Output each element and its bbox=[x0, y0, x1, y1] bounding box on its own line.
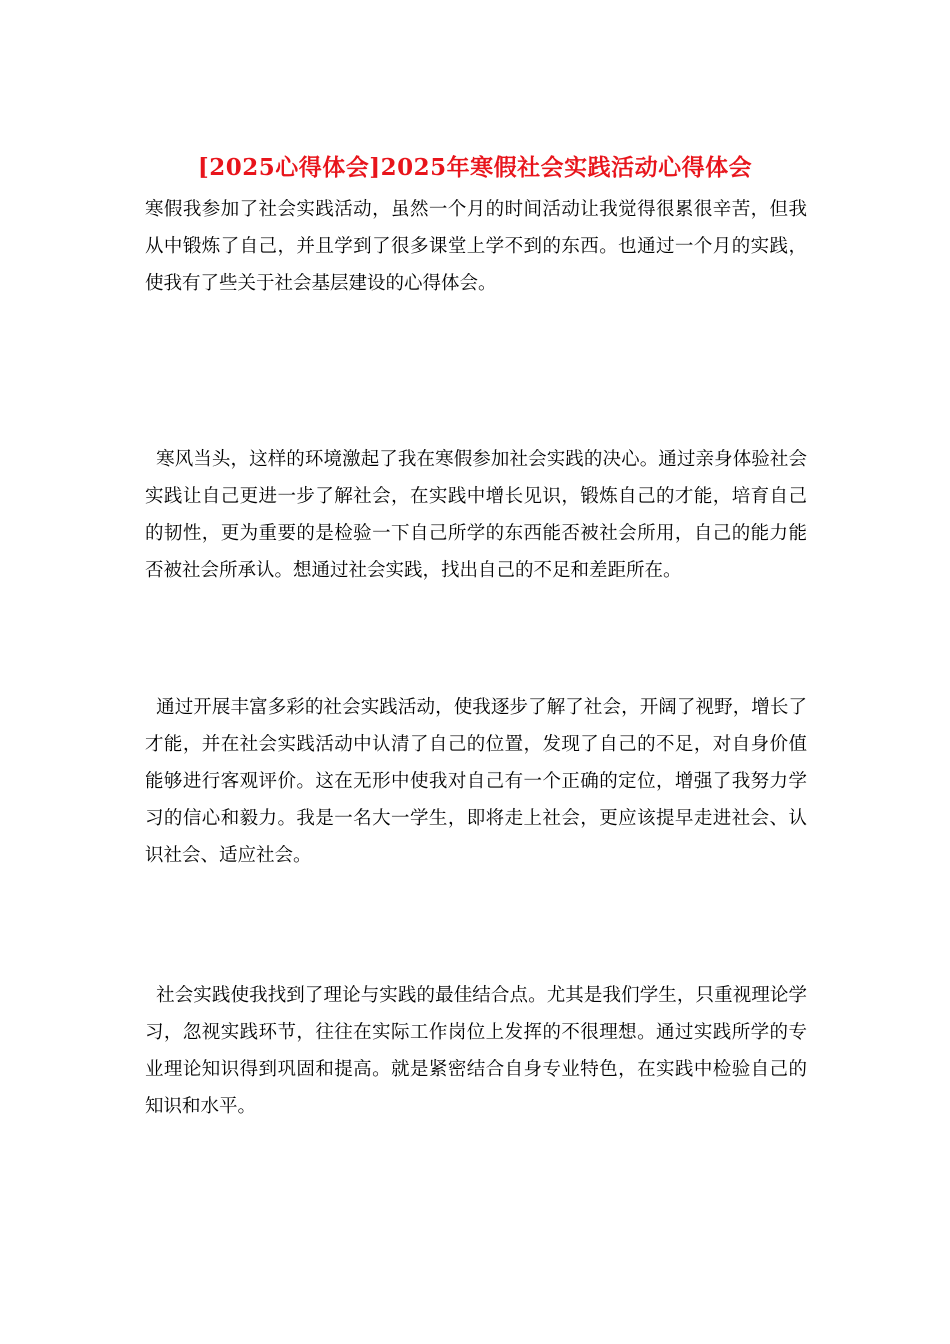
paragraph-1: 寒假我参加了社会实践活动，虽然一个月的时间活动让我觉得很累很辛苦，但我从中锻炼了自己，并且学到了很多课堂上学不到的东西。也通过一个月的实践，使我有了些关于社会基层建设的心得体会。 bbox=[145, 199, 807, 294]
document-title: [2025心得体会]2025年寒假社会实践活动心得体会 bbox=[197, 154, 753, 181]
paragraph-2: 寒风当头，这样的环境激起了我在寒假参加社会实践的决心。通过亲身体验社会实践让自己更进一步了解社会，在实践中增长见识，锻炼自己的才能，培育自己的韧性，更为重要的是检验一下自己所学的东西能否被社会所用，自己的能力能否被社会所承认。想通过社会实践，找出自己的不足和差距所在。 bbox=[145, 449, 807, 581]
paragraph-3: 通过开展丰富多彩的社会实践活动，使我逐步了解了社会，开阔了视野，增长了才能，并在社会实践活动中认清了自己的位置，发现了自己的不足，对自身价值能够进行客观评价。这在无形中使我对自己有一个正确的定位，增强了我努力学习的信心和毅力。我是一名大一学生，即将走上社会，更应该提早走进社会、认识社会、适应社会。 bbox=[145, 697, 807, 866]
paragraph-4: 社会实践使我找到了理论与实践的最佳结合点。尤其是我们学生，只重视理论学习，忽视实践环节，往往在实际工作岗位上发挥的不很理想。通过实践所学的专业理论知识得到巩固和提高。就是紧密结合自身专业特色，在实践中检验自己的知识和水平。 bbox=[145, 985, 807, 1117]
